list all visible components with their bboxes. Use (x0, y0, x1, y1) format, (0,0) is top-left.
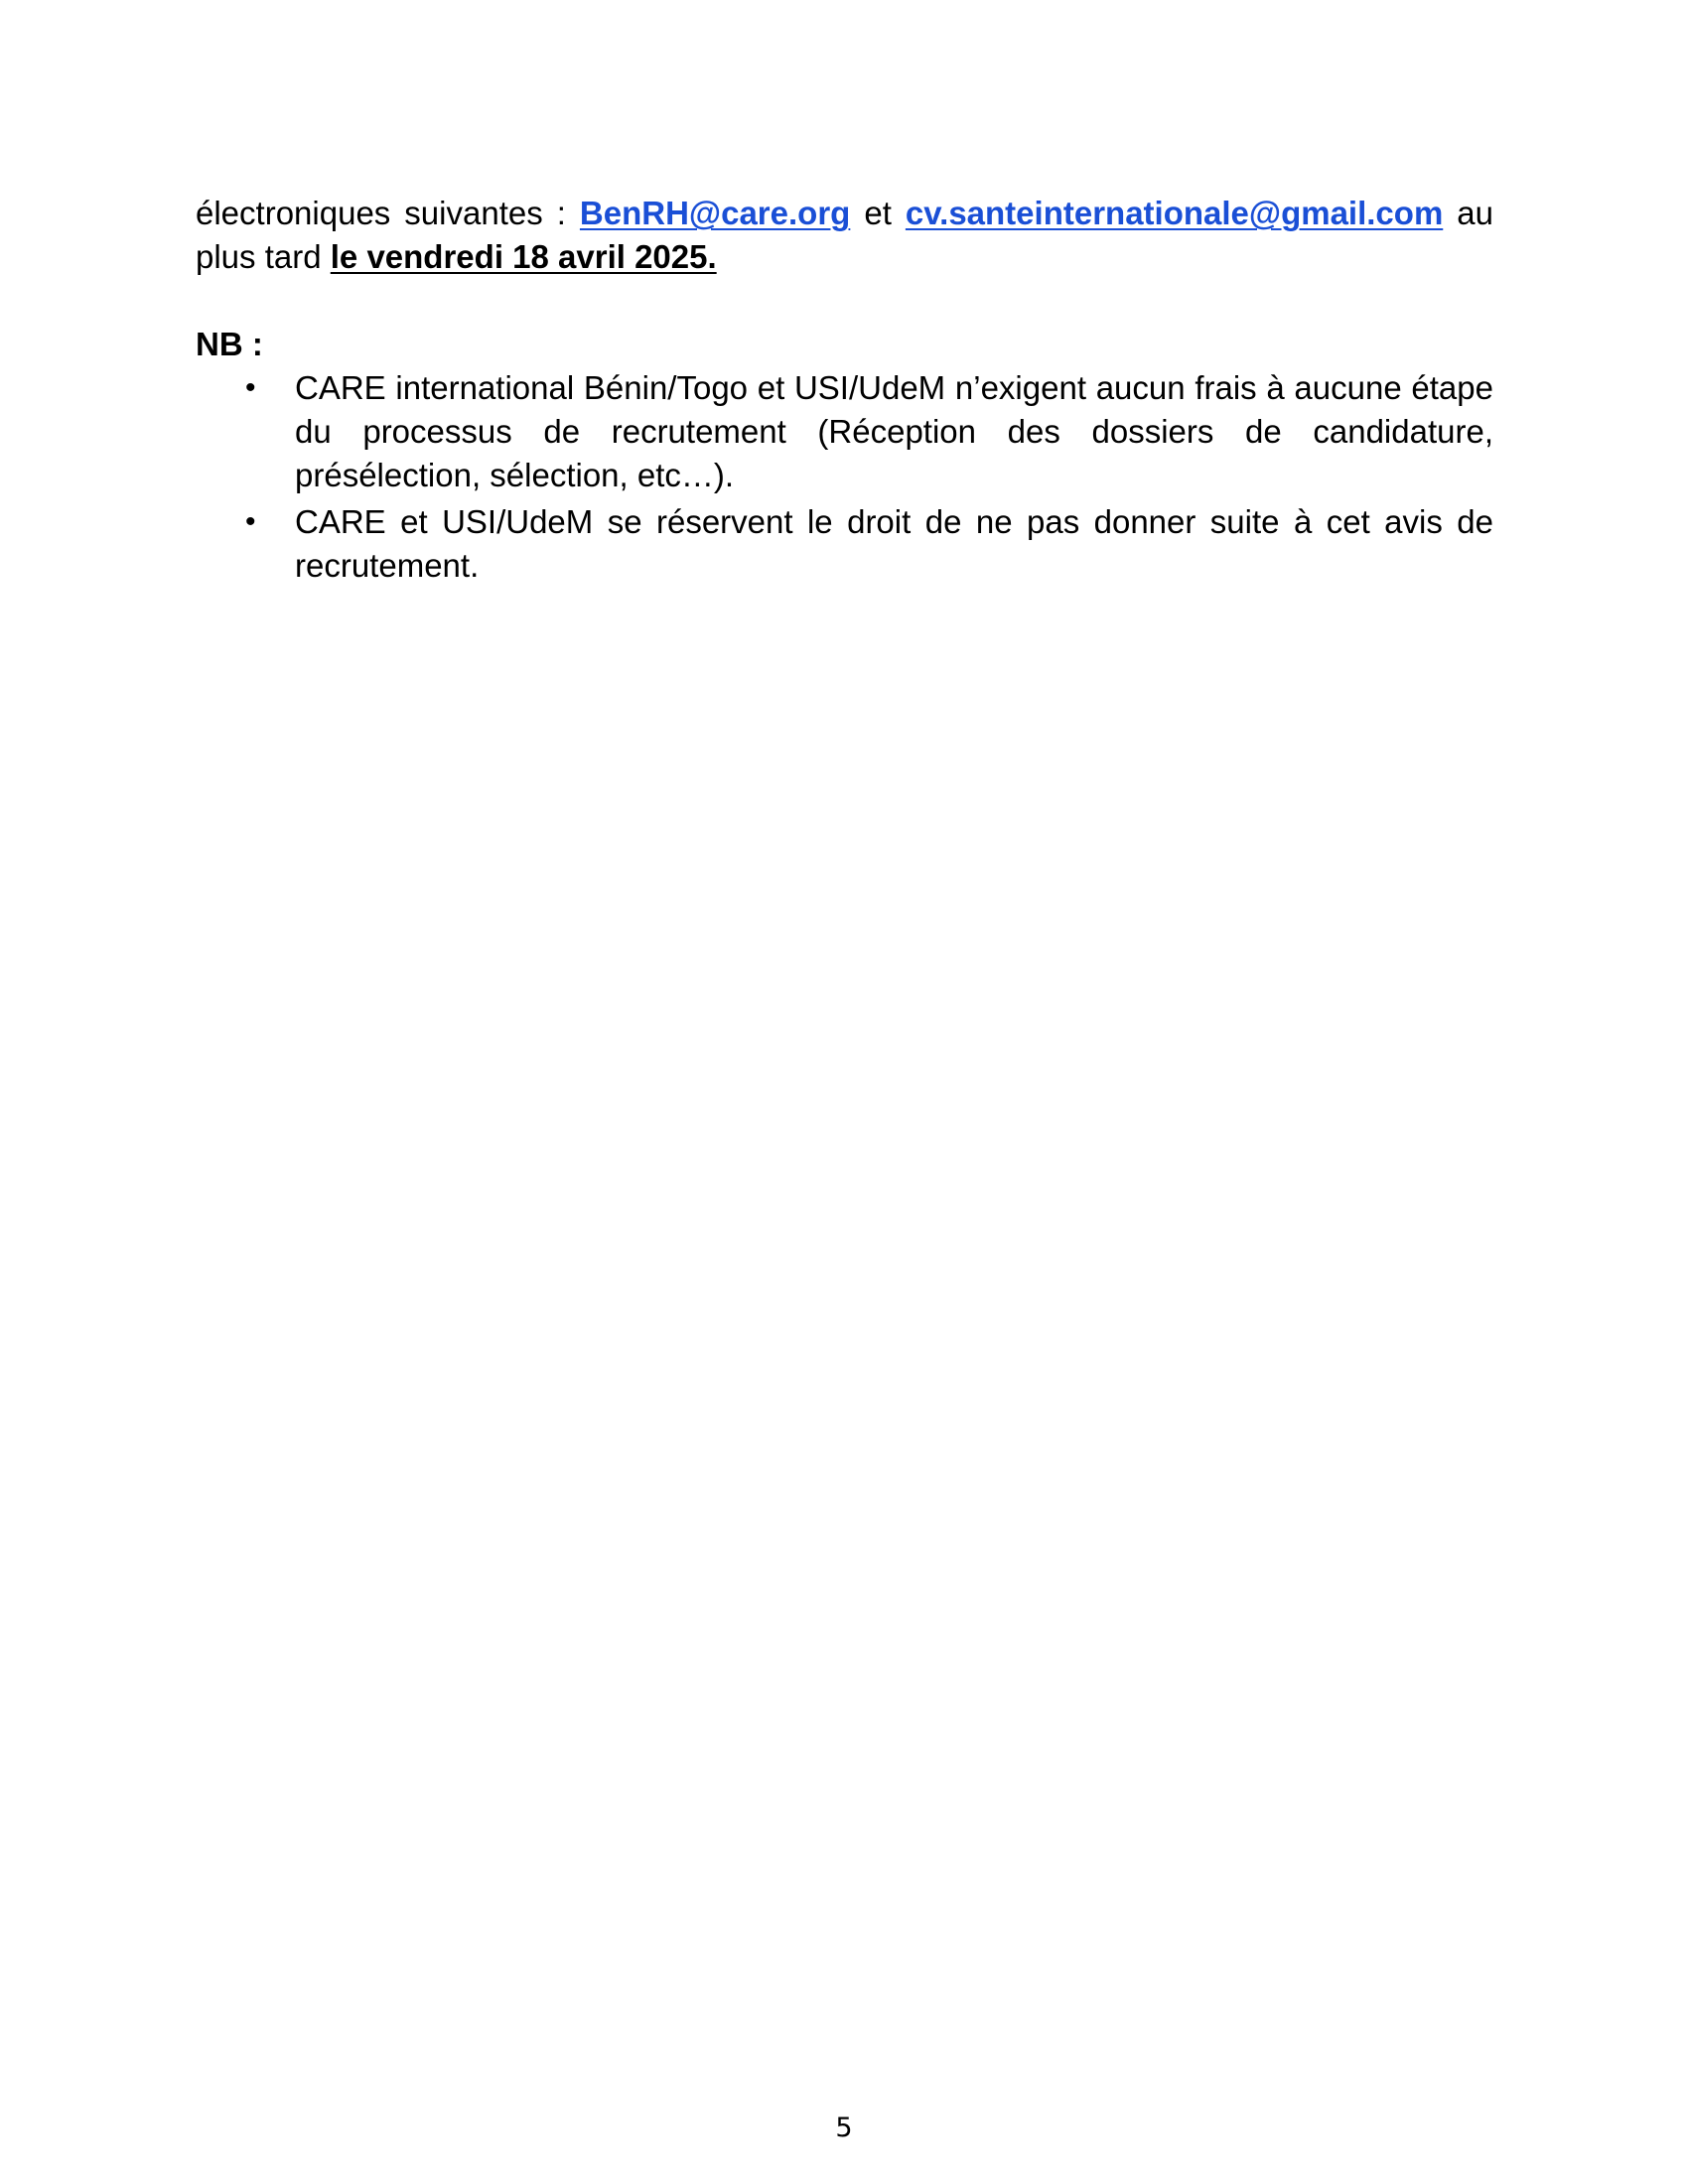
page-number: 5 (835, 2113, 853, 2143)
nb-list (196, 366, 1493, 588)
nb-list-item (196, 500, 1493, 588)
email-link-sante-internationale[interactable]: cv.santeinternationale@gmail.com (905, 195, 1444, 231)
connector-text: et (850, 195, 906, 231)
email-link-care[interactable]: BenRH@care.org (579, 195, 851, 231)
bullet-icon: • (245, 371, 256, 404)
document-body (196, 192, 1493, 591)
nb-item-text: CARE international Bénin/Togo et USI/UdeM n’exigent aucun frais à aucune étape du processus de recrutement (Réception des dossiers de candidature, présélection, sélection, etc…). (295, 369, 1493, 493)
bullet-icon: • (245, 505, 256, 538)
nb-item-text: CARE et USI/UdeM se réservent le droit de ne pas donner suite à cet avis de recrutement. (295, 503, 1493, 584)
nb-list-item (196, 366, 1493, 497)
application-instructions-paragraph (196, 192, 1493, 279)
deadline-date: le vendredi 18 avril 2025. (330, 238, 717, 275)
intro-text: électroniques suivantes : (196, 195, 580, 231)
deadline-lead-text: au plus tard (196, 195, 1493, 275)
nb-heading: NB : (196, 326, 263, 362)
